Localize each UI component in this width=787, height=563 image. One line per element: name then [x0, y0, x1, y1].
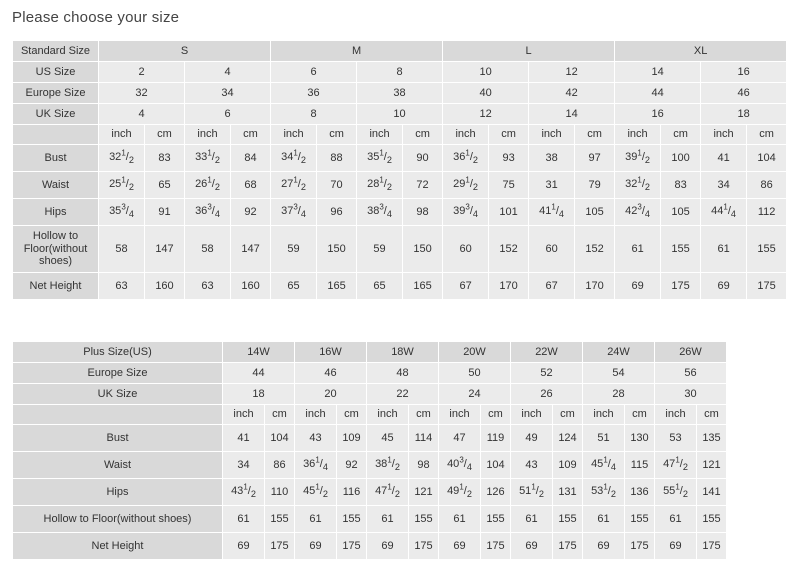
measurement-cell: 91	[145, 199, 185, 226]
measurement-cell: $38^3/_4$	[357, 199, 403, 226]
measurement-cell: 130	[625, 425, 655, 452]
measurement-cell: 61	[701, 226, 747, 273]
measurement-cell: 65	[357, 273, 403, 300]
measurement-cell: 88	[317, 145, 357, 172]
unit-cell: cm	[231, 125, 271, 145]
measurement-cell: $29^1/_2$	[443, 172, 489, 199]
measurement-row	[13, 226, 787, 273]
row-label: Europe Size	[13, 83, 99, 104]
measurement-cell: 96	[317, 199, 357, 226]
measurement-cell: 155	[553, 506, 583, 533]
unit-cell: cm	[409, 405, 439, 425]
size-group-header: XL	[615, 41, 787, 62]
measurement-cell: 58	[99, 226, 145, 273]
page-title: Please choose your size	[12, 9, 180, 26]
unit-cell: cm	[265, 405, 295, 425]
measurement-cell: 175	[265, 533, 295, 560]
measurement-cell: $25^1/_2$	[99, 172, 145, 199]
table-cell: 8	[357, 62, 443, 83]
unit-cell: inch	[99, 125, 145, 145]
measurement-cell: 175	[747, 273, 787, 300]
measurement-cell: $36^1/_4$	[295, 452, 337, 479]
measurement-cell: 43	[511, 452, 553, 479]
measurement-cell: 175	[553, 533, 583, 560]
measurement-cell: $41^1/_4$	[529, 199, 575, 226]
measurement-cell: 59	[357, 226, 403, 273]
table-cell: 36	[271, 83, 357, 104]
measurement-cell: 109	[553, 452, 583, 479]
standard-size-table-body	[13, 41, 787, 300]
table-cell: 10	[443, 62, 529, 83]
measurement-cell: 150	[317, 226, 357, 273]
measurement-row	[13, 425, 727, 452]
measurement-cell: 126	[481, 479, 511, 506]
table-cell: 44	[615, 83, 701, 104]
unit-cell: inch	[367, 405, 409, 425]
unit-row-spacer	[13, 405, 223, 425]
measurement-cell: $49^1/_2$	[439, 479, 481, 506]
measurement-cell: $36^1/_2$	[443, 145, 489, 172]
unit-cell: inch	[511, 405, 553, 425]
measurement-cell: 147	[145, 226, 185, 273]
size-group-header-row	[13, 41, 787, 62]
measurement-cell: $37^3/_4$	[271, 199, 317, 226]
table-cell: 38	[357, 83, 443, 104]
measurement-cell: 119	[481, 425, 511, 452]
measurement-cell: 150	[403, 226, 443, 273]
unit-cell: cm	[747, 125, 787, 145]
measurement-cell: 155	[661, 226, 701, 273]
table-cell: 22	[367, 384, 439, 405]
measurement-cell: 41	[701, 145, 747, 172]
plus-size-header: 22W	[511, 342, 583, 363]
measurement-cell: 155	[409, 506, 439, 533]
measurement-cell: $40^3/_4$	[439, 452, 481, 479]
plus-size-header-row	[13, 342, 727, 363]
measurement-cell: 69	[223, 533, 265, 560]
measurement-cell: 38	[529, 145, 575, 172]
measurement-cell: 69	[439, 533, 481, 560]
measurement-cell: 175	[409, 533, 439, 560]
measurement-cell: 84	[231, 145, 271, 172]
row-label: US Size	[13, 62, 99, 83]
measurement-cell: $43^1/_2$	[223, 479, 265, 506]
measurement-cell: $26^1/_2$	[185, 172, 231, 199]
measurement-cell: 175	[481, 533, 511, 560]
unit-row	[13, 405, 727, 425]
measurement-cell: 135	[697, 425, 727, 452]
measurement-cell: 72	[403, 172, 443, 199]
measurement-cell: 58	[185, 226, 231, 273]
unit-cell: inch	[271, 125, 317, 145]
measurement-cell: $28^1/_2$	[357, 172, 403, 199]
measurement-cell: 90	[403, 145, 443, 172]
measurement-cell: 160	[231, 273, 271, 300]
measurement-cell: 112	[747, 199, 787, 226]
measurement-cell: 63	[99, 273, 145, 300]
measurement-cell: 165	[403, 273, 443, 300]
table-cell: 8	[271, 104, 357, 125]
row-header-label: Plus Size(US)	[13, 342, 223, 363]
unit-cell: inch	[443, 125, 489, 145]
plus-size-header: 24W	[583, 342, 655, 363]
measurement-row	[13, 479, 727, 506]
measurement-cell: 160	[145, 273, 185, 300]
measurement-cell: 141	[697, 479, 727, 506]
unit-row-spacer	[13, 125, 99, 145]
unit-cell: cm	[575, 125, 615, 145]
measurement-cell: 152	[575, 226, 615, 273]
measurement-cell: $35^1/_2$	[357, 145, 403, 172]
measurement-cell: 79	[575, 172, 615, 199]
table-cell: 28	[583, 384, 655, 405]
unit-cell: inch	[615, 125, 661, 145]
measurement-cell: 175	[337, 533, 367, 560]
measurement-cell: $55^1/_2$	[655, 479, 697, 506]
unit-cell: cm	[553, 405, 583, 425]
measurement-cell: 155	[265, 506, 295, 533]
measurement-cell: 105	[575, 199, 615, 226]
measurement-row	[13, 533, 727, 560]
measurement-cell: 65	[145, 172, 185, 199]
measurement-cell: 31	[529, 172, 575, 199]
measurement-label: Hips	[13, 479, 223, 506]
measurement-cell: 34	[223, 452, 265, 479]
measurement-cell: 101	[489, 199, 529, 226]
measurement-cell: 98	[403, 199, 443, 226]
size-group-header: M	[271, 41, 443, 62]
measurement-cell: 98	[409, 452, 439, 479]
measurement-cell: $51^1/_2$	[511, 479, 553, 506]
plus-size-header: 18W	[367, 342, 439, 363]
measurement-cell: $32^1/_2$	[99, 145, 145, 172]
unit-cell: inch	[529, 125, 575, 145]
measurement-label: Hollow to Floor(without shoes)	[13, 506, 223, 533]
table-cell: 32	[99, 83, 185, 104]
measurement-label: Waist	[13, 452, 223, 479]
measurement-cell: 61	[583, 506, 625, 533]
measurement-cell: 155	[481, 506, 511, 533]
measurement-cell: 41	[223, 425, 265, 452]
measurement-cell: $45^1/_2$	[295, 479, 337, 506]
table-cell: 18	[223, 384, 295, 405]
measurement-cell: 100	[661, 145, 701, 172]
plus-size-header: 16W	[295, 342, 367, 363]
measurement-cell: 152	[489, 226, 529, 273]
measurement-cell: 110	[265, 479, 295, 506]
measurement-cell: 175	[697, 533, 727, 560]
measurement-cell: 63	[185, 273, 231, 300]
measurement-cell: $44^1/_4$	[701, 199, 747, 226]
size-group-header: L	[443, 41, 615, 62]
table-cell: 2	[99, 62, 185, 83]
measurement-cell: 34	[701, 172, 747, 199]
table-cell: 50	[439, 363, 511, 384]
table-cell: 52	[511, 363, 583, 384]
measurement-cell: $45^1/_4$	[583, 452, 625, 479]
table-cell: 6	[271, 62, 357, 83]
measurement-row	[13, 172, 787, 199]
unit-cell: inch	[583, 405, 625, 425]
row-label: Europe Size	[13, 363, 223, 384]
table-cell: 10	[357, 104, 443, 125]
measurement-cell: $35^3/_4$	[99, 199, 145, 226]
measurement-cell: $36^3/_4$	[185, 199, 231, 226]
table-cell: 30	[655, 384, 727, 405]
row-header-label: Standard Size	[13, 41, 99, 62]
measurement-label: Waist	[13, 172, 99, 199]
table-cell: 42	[529, 83, 615, 104]
plus-size-table	[12, 341, 727, 560]
plus-size-header: 20W	[439, 342, 511, 363]
measurement-cell: 65	[271, 273, 317, 300]
measurement-cell: 83	[661, 172, 701, 199]
measurement-cell: 61	[223, 506, 265, 533]
unit-cell: cm	[625, 405, 655, 425]
table-cell: 48	[367, 363, 439, 384]
measurement-cell: $27^1/_2$	[271, 172, 317, 199]
measurement-cell: 114	[409, 425, 439, 452]
unit-cell: inch	[223, 405, 265, 425]
table-cell: 46	[295, 363, 367, 384]
table-row	[13, 83, 787, 104]
measurement-cell: 124	[553, 425, 583, 452]
measurement-cell: 69	[367, 533, 409, 560]
measurement-cell: 61	[615, 226, 661, 273]
measurement-cell: 67	[443, 273, 489, 300]
table-cell: 24	[439, 384, 511, 405]
measurement-cell: 70	[317, 172, 357, 199]
unit-row	[13, 125, 787, 145]
measurement-cell: 59	[271, 226, 317, 273]
measurement-cell: 69	[295, 533, 337, 560]
table-cell: 4	[99, 104, 185, 125]
standard-size-table	[12, 40, 787, 300]
table-cell: 12	[529, 62, 615, 83]
measurement-cell: $34^1/_2$	[271, 145, 317, 172]
unit-cell: cm	[661, 125, 701, 145]
measurement-cell: 170	[489, 273, 529, 300]
table-cell: 14	[615, 62, 701, 83]
measurement-row	[13, 506, 727, 533]
unit-cell: inch	[295, 405, 337, 425]
table-cell: 54	[583, 363, 655, 384]
measurement-cell: 165	[317, 273, 357, 300]
unit-cell: inch	[439, 405, 481, 425]
measurement-cell: 45	[367, 425, 409, 452]
plus-size-table-body	[13, 342, 727, 560]
table-cell: 56	[655, 363, 727, 384]
unit-cell: cm	[317, 125, 357, 145]
measurement-cell: 61	[655, 506, 697, 533]
measurement-cell: 115	[625, 452, 655, 479]
measurement-cell: 47	[439, 425, 481, 452]
measurement-cell: $33^1/_2$	[185, 145, 231, 172]
table-cell: 14	[529, 104, 615, 125]
table-cell: 34	[185, 83, 271, 104]
size-group-header: S	[99, 41, 271, 62]
unit-cell: cm	[337, 405, 367, 425]
unit-cell: inch	[701, 125, 747, 145]
measurement-cell: 155	[747, 226, 787, 273]
measurement-cell: 93	[489, 145, 529, 172]
measurement-label: Net Height	[13, 273, 99, 300]
measurement-cell: 92	[231, 199, 271, 226]
measurement-cell: 60	[443, 226, 489, 273]
unit-cell: cm	[481, 405, 511, 425]
measurement-cell: 49	[511, 425, 553, 452]
measurement-cell: 61	[295, 506, 337, 533]
measurement-cell: 69	[511, 533, 553, 560]
measurement-cell: $39^3/_4$	[443, 199, 489, 226]
table-cell: 18	[701, 104, 787, 125]
measurement-cell: 175	[625, 533, 655, 560]
measurement-cell: 155	[625, 506, 655, 533]
table-row	[13, 62, 787, 83]
measurement-row	[13, 452, 727, 479]
measurement-cell: 147	[231, 226, 271, 273]
measurement-cell: 69	[655, 533, 697, 560]
measurement-cell: 69	[615, 273, 661, 300]
measurement-cell: 53	[655, 425, 697, 452]
measurement-cell: 51	[583, 425, 625, 452]
measurement-cell: $38^1/_2$	[367, 452, 409, 479]
measurement-cell: $53^1/_2$	[583, 479, 625, 506]
measurement-cell: $42^3/_4$	[615, 199, 661, 226]
measurement-cell: $39^1/_2$	[615, 145, 661, 172]
table-cell: 16	[701, 62, 787, 83]
plus-size-header: 14W	[223, 342, 295, 363]
measurement-cell: 131	[553, 479, 583, 506]
measurement-label: Hollow to Floor(without shoes)	[13, 226, 99, 273]
measurement-cell: 104	[265, 425, 295, 452]
measurement-cell: $47^1/_2$	[367, 479, 409, 506]
unit-cell: inch	[185, 125, 231, 145]
measurement-cell: 175	[661, 273, 701, 300]
measurement-cell: 67	[529, 273, 575, 300]
measurement-cell: 170	[575, 273, 615, 300]
measurement-label: Bust	[13, 145, 99, 172]
table-cell: 44	[223, 363, 295, 384]
unit-cell: inch	[357, 125, 403, 145]
table-row	[13, 363, 727, 384]
table-cell: 12	[443, 104, 529, 125]
unit-cell: cm	[403, 125, 443, 145]
table-cell: 46	[701, 83, 787, 104]
unit-cell: cm	[145, 125, 185, 145]
measurement-cell: 121	[697, 452, 727, 479]
measurement-cell: 43	[295, 425, 337, 452]
unit-cell: cm	[489, 125, 529, 145]
table-cell: 6	[185, 104, 271, 125]
measurement-cell: 121	[409, 479, 439, 506]
measurement-cell: 97	[575, 145, 615, 172]
measurement-row	[13, 145, 787, 172]
measurement-row	[13, 273, 787, 300]
unit-cell: cm	[697, 405, 727, 425]
measurement-cell: 61	[367, 506, 409, 533]
measurement-label: Bust	[13, 425, 223, 452]
measurement-cell: 105	[661, 199, 701, 226]
row-label: UK Size	[13, 104, 99, 125]
table-cell: 40	[443, 83, 529, 104]
measurement-cell: 104	[481, 452, 511, 479]
measurement-cell: 92	[337, 452, 367, 479]
unit-cell: inch	[655, 405, 697, 425]
measurement-cell: 61	[511, 506, 553, 533]
measurement-cell: $32^1/_2$	[615, 172, 661, 199]
measurement-cell: 155	[697, 506, 727, 533]
table-row	[13, 384, 727, 405]
measurement-cell: 136	[625, 479, 655, 506]
measurement-label: Hips	[13, 199, 99, 226]
table-cell: 20	[295, 384, 367, 405]
measurement-cell: 86	[265, 452, 295, 479]
row-label: UK Size	[13, 384, 223, 405]
measurement-cell: $47^1/_2$	[655, 452, 697, 479]
measurement-cell: 69	[701, 273, 747, 300]
measurement-cell: 86	[747, 172, 787, 199]
table-cell: 16	[615, 104, 701, 125]
measurement-cell: 69	[583, 533, 625, 560]
measurement-cell: 60	[529, 226, 575, 273]
measurement-cell: 109	[337, 425, 367, 452]
measurement-cell: 155	[337, 506, 367, 533]
measurement-cell: 116	[337, 479, 367, 506]
measurement-cell: 83	[145, 145, 185, 172]
table-cell: 26	[511, 384, 583, 405]
plus-size-header: 26W	[655, 342, 727, 363]
measurement-cell: 61	[439, 506, 481, 533]
measurement-cell: 68	[231, 172, 271, 199]
measurement-row	[13, 199, 787, 226]
table-cell: 4	[185, 62, 271, 83]
measurement-cell: 104	[747, 145, 787, 172]
table-row	[13, 104, 787, 125]
measurement-cell: 75	[489, 172, 529, 199]
measurement-label: Net Height	[13, 533, 223, 560]
